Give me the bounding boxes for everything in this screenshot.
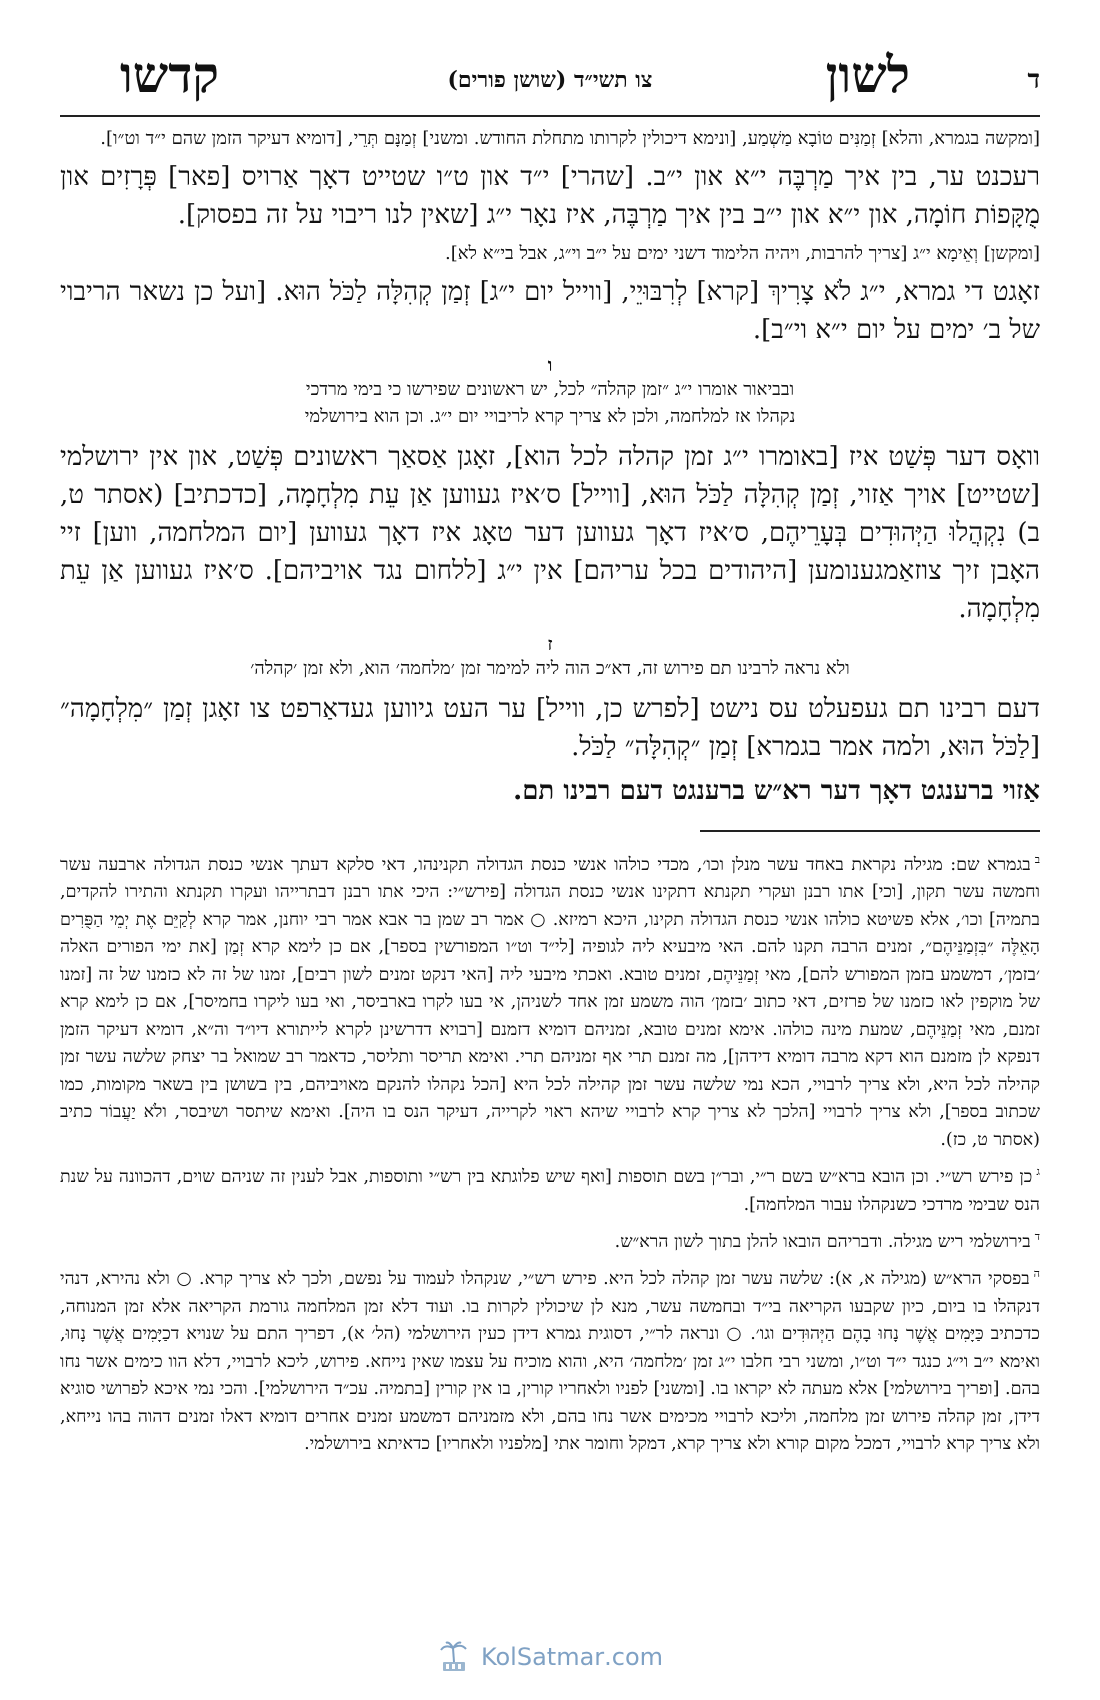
page-header: [60, 45, 1040, 117]
main-paragraph: דעם רבינו תם געפעלט עס נישט [לפרש כן, ווייל] ער העט גיווען געדאַרפט צו זאָגן זְמַן ״מִלְחָמָה״ [לַכֹּל הוּא, ולמה אמר בגמרא] זְמַן ״קְהִלָּה״ לַכֹּל.: [60, 694, 1040, 762]
summary-line: ובביאור אומרו י״ג ״זמן קהלה״ לכל, יש ראשונים שפירשו כי בימי מרדכי: [305, 379, 795, 400]
section-summary-note: [60, 376, 1040, 430]
running-title-right: לשון: [825, 45, 910, 104]
watermark-brand: KolSatmar: [480, 1643, 605, 1671]
gemara-question-line: [ומקשה בגמרא, והלא] זְמַנִּים טוֹבָא מַשְׁמַע, [ונימא דיכולין לקרותו מתחלת החודש. ומשני] זְמַנָּם תְּרֵי, [דומיא דעיקר הזמן שהם י״ד וט״ו].: [100, 128, 1040, 149]
footnote: [60, 1223, 1040, 1256]
gemara-question-line: [ומקשן] וְאֵימָא י״ג [צריך להרבות, ויהיה הלימוד דשני ימים על י״ב וי״ג, אבל בי״א לא].: [445, 243, 1040, 264]
summary-line: נקהלו אז למלחמה, ולכן לא צריך קרא לריבויי יום י״ג. וכן הוא בירושלמי: [304, 406, 796, 427]
main-paragraph: רעכנט ער, בין איך מַרְבֶּה י״א און י״ב. [שהרי] י״ד און ט״ו שטייט דאָך אַרויס [פאר] פְּרָזִים און מֻקָּפוֹת חוֹמָה, און י״א און י״ב בין איך מַרְבֶּה, איז נאָר י״ג [שאין לנו ריבוי על זה בפסוק].: [60, 162, 1040, 230]
running-title-left: קדשו: [120, 45, 219, 104]
palm-tree-logo-icon: [437, 1640, 471, 1674]
section-marker: ז: [547, 634, 553, 655]
footnote-mark: ג: [1036, 1165, 1040, 1179]
section-summary-note: ולא נראה לרבינו תם פירוש זה, דא״כ הוה ליה למימר זמן ׳מלחמה׳ הוא, ולא זמן ׳קהלה׳: [250, 658, 850, 679]
watermark: [0, 1640, 1100, 1690]
footnote-mark: ב: [1034, 853, 1040, 866]
main-paragraph: אַזוי ברענגט דאָך דער רא״ש ברענגט דעם רבינו תם.: [513, 776, 1040, 806]
page-number: ד: [1027, 65, 1040, 95]
footnote-text: בגמרא שם: מגילה נקראת באחד עשר מנלן וכו׳, מכדי כולהו אנשי כנסת הגדולה תקנינהו, דאי סלקא דעתך אנשי כנסת הגדולה ארבעה עשר וחמשה עשר תקון, [וכי] אתו רבנן ועקרי תקנתא דתקינו אנשי כנסת הגדולה [פירש״י: היכי אתו רבנן דבתרייהו ועקרו תקנתא והתירו להקדים, בתמיה] וכו׳, אלא פשיטא כולהו אנשי כנסת הגדולה תקינו, היכא רמיזא. ○ אמר רב שמן בר אבא אמר רבי יוחנן, אמר קרא לְקַיֵּם אֶת יְמֵי הַפֻּרִים הָאֵלֶּה ״בִּזְמַנֵּיהֶם״, זמנים הרבה תקנו להם. האי מיבעיא ליה לגופיה [לי״ד וט״ו המפורשין בספר], אם כן לימא קרא זְמַן [את ימי הפורים האלה ׳בזמן׳, דמשמע בזמן המפורש להם], מאי זְמַנֵּיהֶם, זמנים טובא. ואכתי מיבעי ליה [האי דנקט זמנים לשון רבים], זמנו של זה לא כזמנו של זה [זמנו של מוקפין לאו כזמנו של פרזים, דאי כתוב ׳בזמן׳ הוה משמע זמן אחד לשניהן, אי בעו לקרו בארביסר, ואי בעו ליקרו בחמיסר], אם כן לימא קרא זמנם, מאי זְמַנֵּיהֶם, שמעת מינה כולהו. אימא זמנים טובא, זמניהם דומיא דזמנם [רבויא דדרשינן לקרא לייתורא דיו״ד וה״א, דומיא דעיקר הזמן דנפקא לן מזמנם הוא דקא מרבה דומיא דידהן], מה זמנם תרי אף זמניהם תרי. ואימא תריסר ותליסר, כדאמר רב שמואל בר יצחק שלשה עשר זמן קהילה לכל היא, ולא צריך לרבויי, הכא נמי שלשה עשר זמן קהילה לכל היא [הכל נקהלו להנקם מאויביהם, בין בשושן בין בשאר מקומות, כמו שכתוב בספר], ולא צריך לרבויי [הלכך לא צריך קרא לרבויי שיהא ראוי לקרייה, דעיקר הנס בו היה]. ואימא שיתסר ושיבסר, ולֹא יַעֲבוֹר כתיב (אסתר ט, כז).: [60, 854, 1040, 1150]
footnote: [60, 1260, 1040, 1458]
section-zayin: [60, 634, 1040, 810]
section-vav: [60, 355, 1040, 628]
footnote-text: כן פירש רש״י. וכן הובא ברא״ש בשם ר״י, ובר״ן בשם תוספות [ואף שיש פלוגתא בין רש״י ותוספות, אבל לענין זה שניהם שוים, דהכוונה על שנת הנס שבימי מרדכי כשנקהלו עבור המלחמה].: [60, 1167, 1040, 1215]
footnote: [60, 1158, 1040, 1219]
document-page: [60, 45, 1040, 1463]
main-text-section-1: [60, 125, 1040, 349]
footnote-separator: [700, 830, 1040, 832]
watermark-suffix: .com: [604, 1643, 664, 1671]
footnote-mark: ה: [1033, 1267, 1040, 1281]
footnote: [60, 846, 1040, 1154]
footnotes: [60, 846, 1040, 1459]
main-paragraph: זאָגט די גמרא, י״ג לֹא צָרִיךְ [קרא] לְרִבּוּיֵי, [ווייל יום י״ג] זְמַן קְהִלָּה לַכֹּל הוּא. [ועל כן נשאר הריבוי של ב׳ ימים על יום י״א וי״ב].: [60, 277, 1040, 345]
footnote-text: בפסקי הרא״ש (מגילה א, א): שלשה עשר זמן קהלה לכל היא. פירש רש״י, שנקהלו לעמוד על נפשם, ולכך לא צריך קרא. ○ ולא נהירא, דנהי דנקהלו בו ביום, כיון שקבעו הקריאה בי״ד ובחמשה עשר, מנא לן שיכולין לקרות בו. ועוד דלא זמן המלחמה גורמת הקריאה אלא זמן המנוחה, כדכתיב כַּיָּמִים אֲשֶׁר נָחוּ בָהֶם הַיְּהוּדִים וגו׳. ○ ונראה לר״י, דסוגית גמרא דידן כעין הירושלמי (הל׳ א), דפריך התם על שנויא דכַיָּמִים אֲשֶׁר נָחוּ, ואימא י״ב וי״ג כנגד י״ד וט״ו, ומשני רבי חלבו י״ג זמן ׳מלחמה׳ היא, והוא מוכיח על עצמו שאין נייחא. פירוש, ליכא לרבויי, דלא הוו כימים אשר נחו בהם. [ופריך בירושלמי] אלא מעתה לא יקראו בו. [ומשני] לפניו ולאחריו קורין, בו אין קורין [בתמיה. עכ״ד הירושלמי]. והכי נמי איכא לפרושי סוגיא דידן, זמן קהלה פירוש זמן מלחמה, וליכא לרבויי מכימים אשר נחו בהם, ולא מזמניהם דמשמע זמנים אחרים דומיא דאלו זמנים דהוה בהו נייחא, ולא צריך קרא לרבויי, דמכל מקום קורא ולא צריך קרא, דמקל וחומר אתי [מלפניו ולאחריו] כדאיתא בירושלמי.: [60, 1269, 1040, 1455]
footnote-mark: ד: [1034, 1230, 1040, 1244]
section-marker: ו: [547, 355, 553, 376]
main-paragraph: וואָס דער פְּשַׁט איז [באומרו י״ג זמן קהלה לכל הוא], זאָגן אַסאַך ראשונים פְּשַׁט, און אין ירושלמי [שטייט] אויך אַזוי, זְמַן קְהִלָּה לַכֹּל הוּא, [ווייל] ס׳איז געווען אַן עֵת מִלְחָמָה, [כדכתיב] (אסתר ט, ב) נִקְהֲלוּ הַיְּהוּדִים בְּעָרֵיהֶם, ס׳איז דאָך געווען דער טאָג איז דאָך געווען [יום המלחמה, ווען] זיי האָבן זיך צוזאַמגענומען [היהודים בכל עריהם] אין י״ג [ללחום נגד אויביהם]. ס׳איז געווען אַן עֵת מִלְחָמָה.: [60, 442, 1040, 624]
running-subtitle: צו תשי״ד (שושן פורים): [447, 67, 653, 93]
footnote-text: בירושלמי ריש מגילה. ודבריהם הובאו להלן בתוך לשון הרא״ש.: [614, 1231, 1031, 1252]
